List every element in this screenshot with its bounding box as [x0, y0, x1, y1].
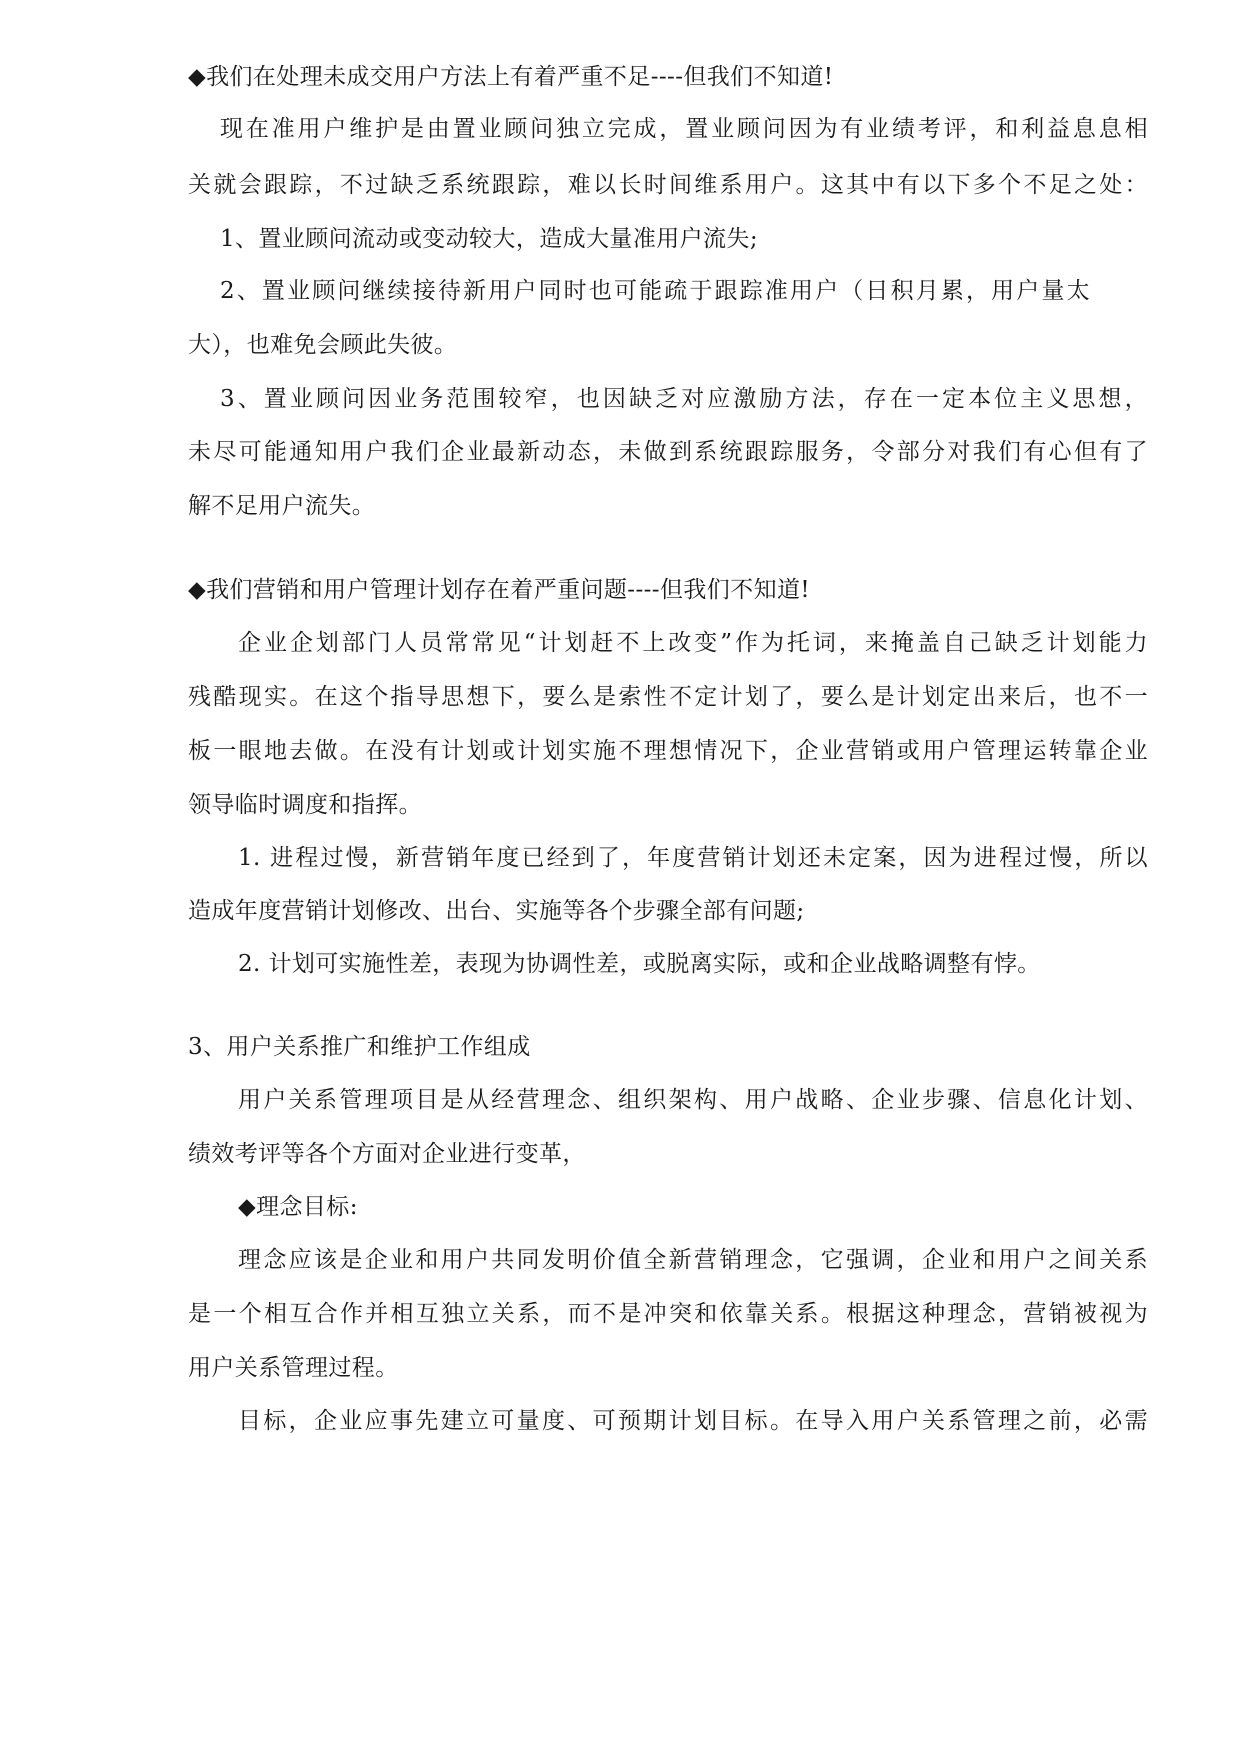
section2-item2: 2. 计划可实施性差，表现为协调性差，或脱离实际，或和企业战略调整有悖。 — [238, 951, 1041, 977]
section3-para1-line1: 用户关系管理项目是从经营理念、组织架构、用户战略、企业步骤、信息化计划、 — [238, 1087, 1148, 1113]
section3-para2-line3: 用户关系管理过程。 — [188, 1355, 399, 1381]
section3-heading: 3、用户关系推广和维护工作组成 — [188, 1034, 531, 1060]
section1-item1: 1、置业顾问流动或变动较大，造成大量准用户流失; — [220, 226, 758, 252]
section3-para2-line2: 是一个相互合作并相互独立关系，而不是冲突和依靠关系。根据这种理念，营销被视为 — [188, 1301, 1148, 1327]
section2-para1-line2: 残酷现实。在这个指导思想下，要么是索性不定计划了，要么是计划定出来后，也不一 — [188, 684, 1148, 710]
section1-para1-line1: 现在准用户维护是由置业顾问独立完成，置业顾问因为有业绩考评，和利益息息相 — [220, 116, 1148, 142]
section3-subheading: ◆理念目标: — [238, 1194, 358, 1220]
section1-item3-line3: 解不足用户流失。 — [188, 493, 376, 519]
section2-item1-line1: 1. 进程过慢，新营销年度已经到了，年度营销计划还未定案，因为进程过慢，所以 — [238, 845, 1148, 871]
section2-item1-line2: 造成年度营销计划修改、出台、实施等各个步骤全部有问题; — [188, 898, 805, 924]
section1-item2-line1: 2、置业顾问继续接待新用户同时也可能疏于跟踪准用户（日积月累，用户量太 — [220, 278, 1090, 304]
section1-heading: ◆我们在处理未成交用户方法上有着严重不足----但我们不知道! — [188, 64, 834, 90]
section1-item2-line2: 大），也难免会顾此失彼。 — [188, 332, 458, 358]
section2-para1-line1: 企业企划部门人员常常见“计划赶不上改变”作为托词，来掩盖自己缺乏计划能力 — [238, 630, 1148, 656]
section1-para1-line2: 关就会跟踪，不过缺乏系统跟踪，难以长时间维系用户。这其中有以下多个不足之处： — [188, 172, 1148, 198]
section2-para1-line4: 领导临时调度和指挥。 — [188, 792, 422, 818]
section1-item3-line1: 3、置业顾问因业务范围较窄，也因缺乏对应激励方法，存在一定本位主义思想， — [220, 386, 1148, 412]
section3-para1-line2: 绩效考评等各个方面对企业进行变革， — [188, 1141, 586, 1167]
section2-para1-line3: 板一眼地去做。在没有计划或计划实施不理想情况下，企业营销或用户管理运转靠企业 — [188, 738, 1148, 764]
section2-heading: ◆我们营销和用户管理计划存在着严重问题----但我们不知道! — [188, 577, 811, 603]
section3-para3-line1: 目标，企业应事先建立可量度、可预期计划目标。在导入用户关系管理之前，必需 — [238, 1408, 1148, 1434]
section1-item3-line2: 未尽可能通知用户我们企业最新动态，未做到系统跟踪服务，令部分对我们有心但有了 — [188, 439, 1148, 465]
section3-para2-line1: 理念应该是企业和用户共同发明价值全新营销理念，它强调，企业和用户之间关系 — [238, 1247, 1148, 1273]
